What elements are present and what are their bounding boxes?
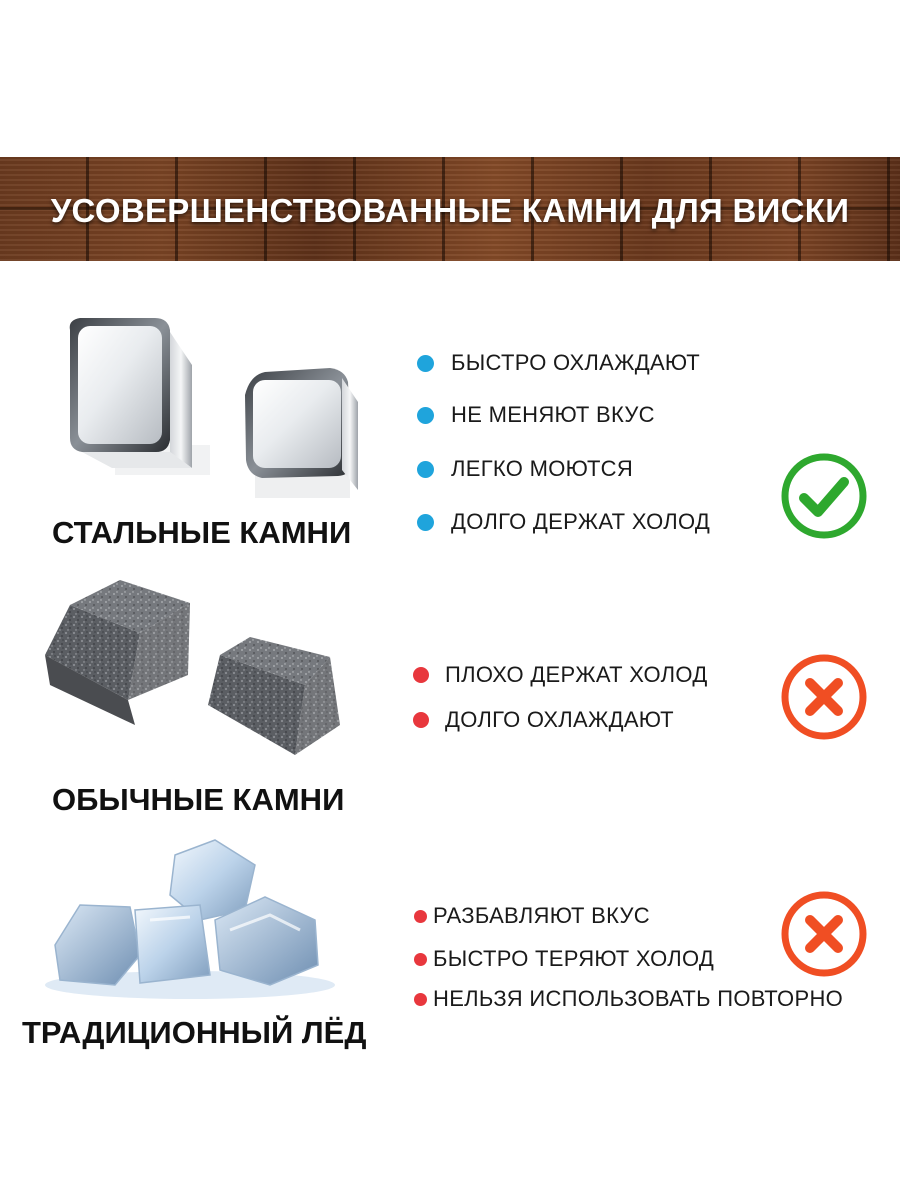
cross-circle-icon — [780, 653, 868, 741]
product-label-granite: ОБЫЧНЫЕ КАМНИ — [52, 782, 345, 817]
bullet-dot-icon — [414, 953, 427, 966]
wood-banner — [0, 157, 900, 261]
list-item: НЕ МЕНЯЮТ ВКУС — [417, 402, 655, 428]
list-item: РАЗБАВЛЯЮТ ВКУС — [414, 903, 650, 929]
list-item: ПЛОХО ДЕРЖАТ ХОЛОД — [413, 662, 708, 688]
bullet-dot-icon — [413, 712, 429, 728]
product-label-ice: ТРАДИЦИОННЫЙ ЛЁД — [22, 1015, 367, 1050]
page-title: УСОВЕРШЕНСТВОВАННЫЕ КАМНИ ДЛЯ ВИСКИ — [50, 192, 850, 229]
cross-circle-icon — [780, 890, 868, 978]
list-item: БЫСТРО ОХЛАЖДАЮТ — [417, 350, 700, 376]
check-circle-icon — [780, 452, 868, 540]
bullet-dot-icon — [417, 461, 434, 478]
bullet-dot-icon — [414, 993, 427, 1006]
bullet-dot-icon — [413, 667, 429, 683]
list-item: ДОЛГО ДЕРЖАТ ХОЛОД — [417, 509, 710, 535]
list-item: ЛЕГКО МОЮТСЯ — [417, 456, 633, 482]
list-item: ДОЛГО ОХЛАЖДАЮТ — [413, 707, 674, 733]
bullet-dot-icon — [417, 355, 434, 372]
list-item: БЫСТРО ТЕРЯЮТ ХОЛОД — [414, 946, 714, 972]
bullet-dot-icon — [417, 407, 434, 424]
bullet-dot-icon — [414, 910, 427, 923]
ice-cubes-icon — [40, 835, 340, 1005]
list-item: НЕЛЬЗЯ ИСПОЛЬЗОВАТЬ ПОВТОРНО — [414, 986, 843, 1012]
granite-cubes-icon — [40, 575, 380, 780]
steel-cubes-icon — [40, 310, 380, 510]
bullet-dot-icon — [417, 514, 434, 531]
product-label-steel: СТАЛЬНЫЕ КАМНИ — [52, 515, 352, 550]
